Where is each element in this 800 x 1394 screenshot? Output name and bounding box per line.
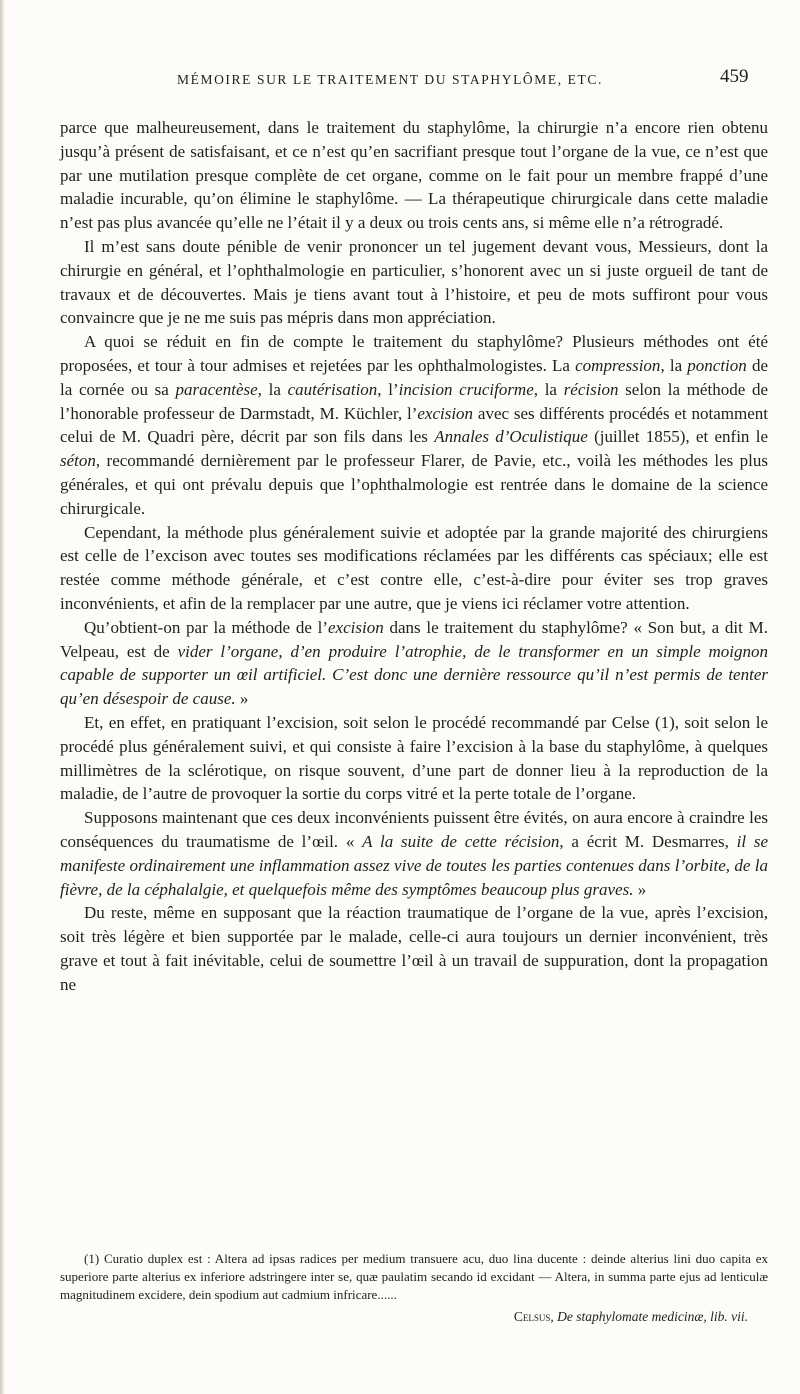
text-run: Cependant, la méthode plus généralement suivie et adoptée par la grande majorité des chirurgiens est celle de l’excison avec toutes ses modifications réclamées par les différents cas spéciaux; elle est restée comme méthode générale, et c’est contre elle, c’est-à-dire pour éviter ses trop graves inconvénients, et afin de la remplacer par une autre, que je viens ici réclamer votre attention. <box>60 522 768 613</box>
italic-text: excision <box>328 617 384 637</box>
text-run: de la cornée ou sa <box>60 355 768 399</box>
italic-text: compression <box>575 355 661 375</box>
italic-text: séton <box>60 451 96 471</box>
paragraph <box>60 521 768 616</box>
page-number: 459 <box>720 66 749 87</box>
text-run: Supposons maintenant que ces deux inconvénients puissent être évités, on aura encore à craindre les conséquences du traumatisme de l’œil. « <box>60 808 768 851</box>
text-run: » <box>633 879 647 899</box>
footnote-source-author: Celsus <box>513 1309 551 1324</box>
text-run: Qu’obtient-on par la méthode de l’ <box>84 617 328 637</box>
italic-text: ponction <box>687 355 747 375</box>
text-run: » <box>235 689 249 709</box>
page-binding-edge <box>0 0 4 1394</box>
paragraph <box>60 330 768 520</box>
italic-text: vider l’organe, d’en produire l’atrophie, de le transformer en un simple moignon capable de supporter un œil artificiel. C’est donc une dernière ressource qu’il n’est permis de tenter qu’en désespoir de cause. <box>60 641 769 709</box>
italic-text: il se manifeste ordinairement une inflammation assez vive de toutes les parties contenues dans l’orbite, de la fièvre, de la céphalalgie, et quelquefois même des symptômes beaucoup plus graves. <box>60 831 769 899</box>
text-run: Il m’est sans doute pénible de venir prononcer un tel jugement devant vous, Messieurs, dont la chirurgie en général, et l’ophthalmologie en particulier, s’honorent avec un si juste orgueil de tant de travaux et de découvertes. Mais je tiens avant tout à l’histoire, et peu de mots suffiront pour vous convaincre que je ne me suis pas mépris dans mon appréciation. <box>60 236 768 328</box>
text-run: , la <box>533 379 564 399</box>
text-run: , la <box>660 355 688 375</box>
text-run: (juillet 1855), et enfin le <box>587 427 768 447</box>
body-text <box>60 116 768 996</box>
text-run: Et, en effet, en pratiquant l’excision, soit selon le procédé recommandé par Celse (1), soit selon le procédé plus généralement suivi, et qui consiste à faire l’excision à la base du staphylôme, à quelques millimètres de la sclérotique, on risque souvent, d’une part de donner lieu à la reproduction de la maladie, de l’autre de provoquer la sortie du corps vitré et la perte totale de l’organe. <box>60 712 768 804</box>
italic-text: récision <box>563 379 619 399</box>
text-run: , la <box>257 379 288 399</box>
footnotes <box>60 1250 768 1326</box>
text-run: avec ses différents procédés et notamment celui de M. Quadri père, décrit par son fils dans les <box>60 403 768 447</box>
footnote-source-title: De staphylomate medicinæ, lib. vii. <box>557 1309 748 1324</box>
paragraph <box>60 806 768 901</box>
italic-text: paracentèse <box>175 379 258 399</box>
text-run: parce que malheureusement, dans le traitement du staphylôme, la chirurgie n’a encore rien obtenu jusqu’à présent de satisfaisant, et ce n’est qu’en sacrifiant presque tout l’organe de la vue, ce n’est que par une mutilation presque complète de cet organe, comme on le fait pour un membre frappé d’une maladie incurable, qu’on élimine le staphylôme. — La thérapeutique chirurgicale dans cette maladie n’est pas plus avancée qu’elle ne l’était il y a deux ou trois cents ans, si même elle n’a rétrogradé. <box>60 118 768 233</box>
footnote-text: (1) Curatio duplex est : Altera ad ipsas radices per medium transuere acu, duo lina ducente : deinde alterius lini duo capita ex superiore parte alterius ex inferiore adstringere inter se, quæ paulatim secando id excidant — Altera, in summa parte ejus ad lenticulæ magnitudinem excidere, dein spodium aut cadmium infricare...... <box>60 1251 768 1302</box>
text-run: , a écrit M. Desmarres, <box>559 831 737 851</box>
text-run: A quoi se réduit en fin de compte le traitement du staphylôme? Plusieurs méthodes ont été proposées, et tour à tour admises et rejetées par les ophthalmologistes. La <box>60 332 768 375</box>
text-run: , recommandé dernièrement par le professeur Flarer, de Pavie, etc., voilà les méthodes les plus générales, et qui ont prévalu depuis que l’ophthalmologie est rentrée dans le domaine de la science chirurgicale. <box>60 451 768 518</box>
italic-text: cautérisation <box>287 379 378 399</box>
text-run: Du reste, même en supposant que la réaction traumatique de l’organe de la vue, après l’excision, soit très légère et bien supportée par le malade, celle-ci aura toujours un dernier inconvénient, très grave et tout à fait inévitable, celui de soumettre l’œil à un travail de suppuration, dont la propagation ne <box>60 903 768 994</box>
text-run: , l’ <box>377 379 399 399</box>
running-header: MÉMOIRE SUR LE TRAITEMENT DU STAPHYLÔME, ETC. <box>177 72 603 87</box>
italic-text: Annales d’Oculistique <box>434 427 588 447</box>
paragraph <box>60 235 768 330</box>
paragraph <box>60 711 768 806</box>
paragraph <box>60 901 768 996</box>
text-run: dans le traitement du staphylôme? « Son but, a dit M. Velpeau, est de <box>60 617 768 661</box>
paragraph <box>60 116 768 235</box>
footnote-source: Celsus, De staphylomate medicinæ, lib. vii. <box>513 1309 748 1324</box>
italic-text: excision <box>417 403 474 423</box>
text-run: selon la méthode de l’honorable professeur de Darmstadt, M. Küchler, l’ <box>60 379 768 423</box>
italic-text: A la suite de cette récision <box>362 831 560 851</box>
paragraph <box>60 616 768 711</box>
italic-text: incision cruciforme <box>398 379 534 399</box>
